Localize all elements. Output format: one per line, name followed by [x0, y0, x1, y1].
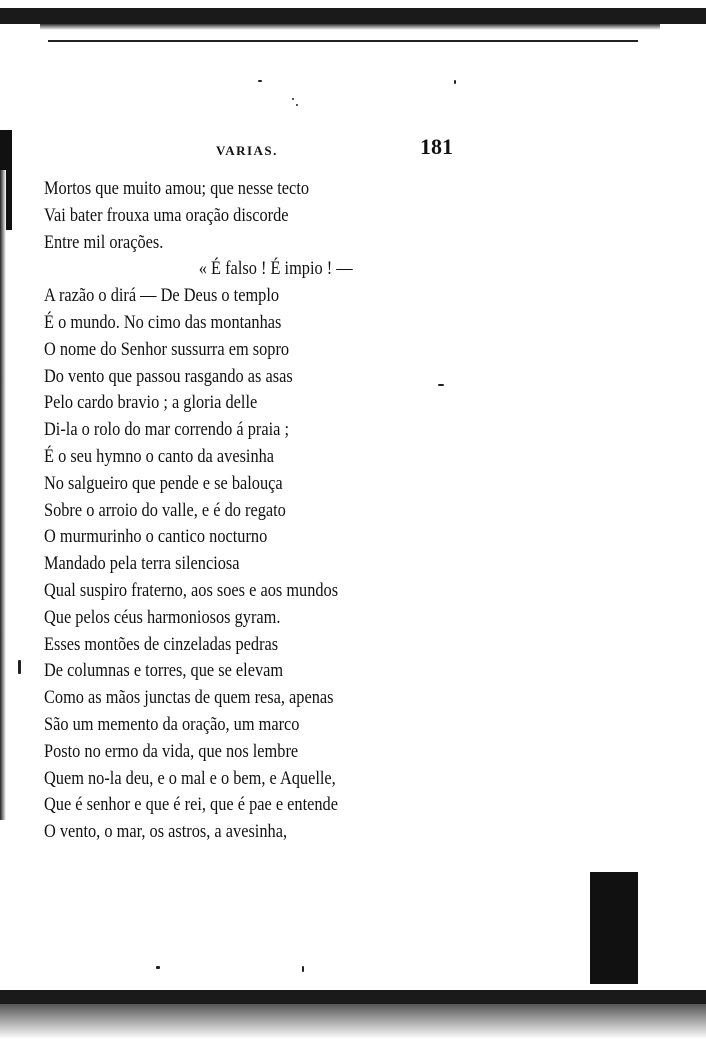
poem-line: Quem no-la deu, e o mal e o bem, e Aquelle,: [44, 767, 336, 789]
poem-line: A razão o dirá — De Deus o templo: [44, 285, 280, 307]
poem-line: Qual suspiro fraterno, aos soes e aos mundos: [44, 579, 339, 601]
poem-line: É o seu hymno o canto da avesinha: [44, 445, 275, 467]
scan-speck: [454, 80, 456, 84]
scan-bottom-border: [0, 990, 706, 1004]
scan-speck: [292, 98, 294, 100]
poem-line: É o mundo. No cimo das montanhas: [44, 311, 282, 333]
scan-top-border: [0, 8, 706, 24]
scan-bottom-shadow: [0, 1004, 706, 1039]
scan-speck: [296, 104, 298, 106]
poem-text: [44, 176, 484, 846]
scan-speck: [302, 966, 304, 972]
poem-line: Pelo cardo bravio ; a gloria delle: [44, 392, 258, 414]
scan-speck: [156, 966, 160, 969]
poem-line: Sobre o arroio do valle, e é do regato: [44, 499, 286, 521]
poem-line: Mortos que muito amou; que nesse tecto: [44, 178, 310, 199]
poem-line: De columnas e torres, que se elevam: [44, 660, 284, 682]
poem-line: São um memento da oração, um marco: [44, 713, 300, 735]
poem-line: Que é senhor e que é rei, que é pae e entende: [44, 794, 338, 816]
scan-right-ink-blot: [590, 872, 638, 984]
poem-line: O nome do Senhor sussurra em sopro: [44, 338, 290, 360]
poem-line: Como as mãos junctas de quem resa, apenas: [44, 687, 334, 709]
poem-line: Entre mil orações.: [44, 231, 164, 253]
poem-line: Mandado pela terra silenciosa: [44, 553, 240, 575]
running-head: VARIAS.: [216, 143, 278, 158]
scan-top-rule: [48, 40, 638, 42]
poem-line: Posto no ermo da vida, que nos lembre: [44, 740, 299, 762]
poem-line: Que pelos céus harmoniosos gyram.: [44, 606, 281, 628]
poem-line: « É falso ! É impio ! —: [198, 258, 353, 280]
poem-line: Di-la o rolo do mar correndo á praia ;: [44, 419, 290, 441]
scan-left-edge-shadow: [0, 170, 6, 820]
poem-line: O murmurinho o cantico nocturno: [44, 526, 268, 548]
poem-line: No salgueiro que pende e se balouça: [44, 472, 283, 494]
page-number: 181: [420, 134, 453, 159]
poem-line: Esses montões de cinzeladas pedras: [44, 633, 279, 655]
scan-speck: [18, 660, 21, 674]
poem-line: Vai bater frouxa uma oração discorde: [44, 204, 289, 226]
poem-line: Do vento que passou rasgando as asas: [44, 365, 293, 387]
poem-line: O vento, o mar, os astros, a avesinha,: [44, 821, 288, 843]
scan-speck: [258, 80, 262, 82]
